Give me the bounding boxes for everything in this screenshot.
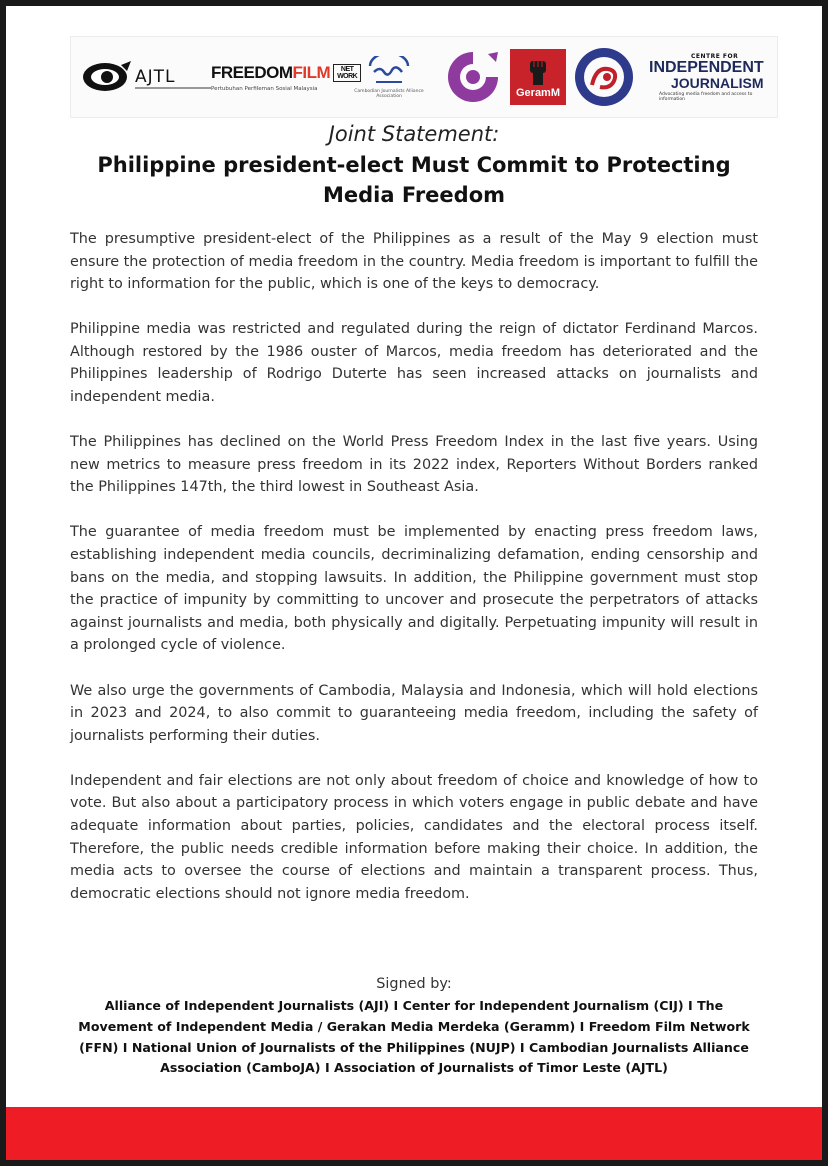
raised-fist-icon — [525, 59, 551, 87]
cij-journalism-text: JOURNALISM — [671, 74, 764, 91]
signed-by-label: Signed by: — [376, 976, 452, 992]
paragraph: The presumptive president-elect of the Philippines as a result of the May 9 election must ensure the protection of media freedom in the country. Media freedom is important to fulfill the right to information for the public, which is one of the keys to democracy. — [70, 231, 758, 293]
signatories-list: Alliance of Independent Journalists (AJI) I Center for Independent Journalism (CIJ) I The Movement of Independent Media / Gerakan Media Merdeka (Geramm) I Freedom Film Network (FFN) I National Union of Journalists of the Philippines (NUJP) I Cambodian Journalists Alliance Association (CamboJA) I Association of Journalists of Timor Leste (AJTL) — [78, 998, 750, 1076]
ajtl-logo — [81, 37, 211, 117]
statement-title: Philippine president-elect Must Commit to Protecting Media Freedom — [97, 153, 731, 207]
paragraph: The guarantee of media freedom must be implemented by enacting press freedom laws, establishing independent media councils, decriminalizing defamation, ending censorship and bans on the media, and stopping lawsuits. In addition, the Philippine government must stop the practice of impunity by committing to uncover and prosecute the perpetrators of attacks against journalists and media, both physically and digitally. Perpetuating impunity will result in a prolonged cycle of violence. — [70, 524, 758, 654]
geramm-wordmark: GeramM — [515, 87, 561, 99]
cij-independent-text: INDEPENDENT — [649, 58, 764, 76]
statement-kicker: Joint Statement: — [328, 122, 500, 146]
camboja-subtitle: Cambodian Journalists Alliance Association — [354, 88, 424, 99]
paragraph: We also urge the governments of Cambodia, Malaysia and Indonesia, which will hold elections in 2023 and 2024, to also commit to guaranteeing media freedom, including the safety of journalists performing their duties. — [70, 682, 758, 744]
ffn-freedom-text: FREEDOM — [211, 62, 293, 82]
geramm-logo — [509, 37, 567, 117]
cij-tagline: Advocating media freedom and access to information — [659, 91, 753, 102]
paragraph: The Philippines has declined on the World Press Freedom Index in the last five years. Using new metrics to measure press freedom in its 2022 index, Reporters Without Borders ranked the Philippines 147th, the third lowest in Southeast Asia. — [70, 434, 758, 496]
ffn-film-text: FILM — [292, 62, 331, 82]
aji-emblem-icon — [444, 48, 502, 106]
ajtl-underline — [135, 87, 211, 89]
ffn-network-box: NET WORK — [333, 64, 361, 82]
nujp-seal-icon — [574, 47, 634, 107]
paragraph: Independent and fair elections are not only about freedom of choice and knowledge of how to vote. But also about a participatory process in which voters engage in public debate and have adequate information about parties, policies, candidates and the electoral process itself. Therefore, the public needs credible information before making their choice. In addition, the media acts to oversee the course of elections and maintain a transparent process. Thus, democratic elections should not ignore media freedom. — [70, 772, 758, 902]
aji-logo — [443, 37, 503, 117]
ffn-subtitle: Pertubuhan Perfileman Sosial Malaysia — [211, 85, 318, 92]
partner-logo-bar — [70, 36, 778, 118]
eye-icon — [81, 57, 133, 97]
ajtl-wordmark: AJTL — [135, 67, 176, 87]
statement-body — [70, 228, 758, 928]
nujp-logo — [571, 37, 637, 117]
cij-logo — [641, 37, 771, 117]
camboja-logo — [351, 37, 427, 117]
cij-top-text: CENTRE FOR — [691, 52, 739, 60]
camboja-emblem-icon — [366, 56, 412, 86]
statement-page — [6, 6, 822, 1160]
ffn-wordmark — [211, 63, 361, 83]
freedom-film-network-logo — [211, 37, 358, 117]
footer-red-band — [6, 1107, 822, 1160]
paragraph: Philippine media was restricted and regulated during the reign of dictator Ferdinand Marcos. Although restored by the 1986 ouster of Marcos, media freedom has deteriorated and the Philippines leadership of Rodrigo Duterte has seen increased attacks on journalists and independent media. — [70, 321, 758, 406]
geramm-badge — [510, 49, 566, 105]
